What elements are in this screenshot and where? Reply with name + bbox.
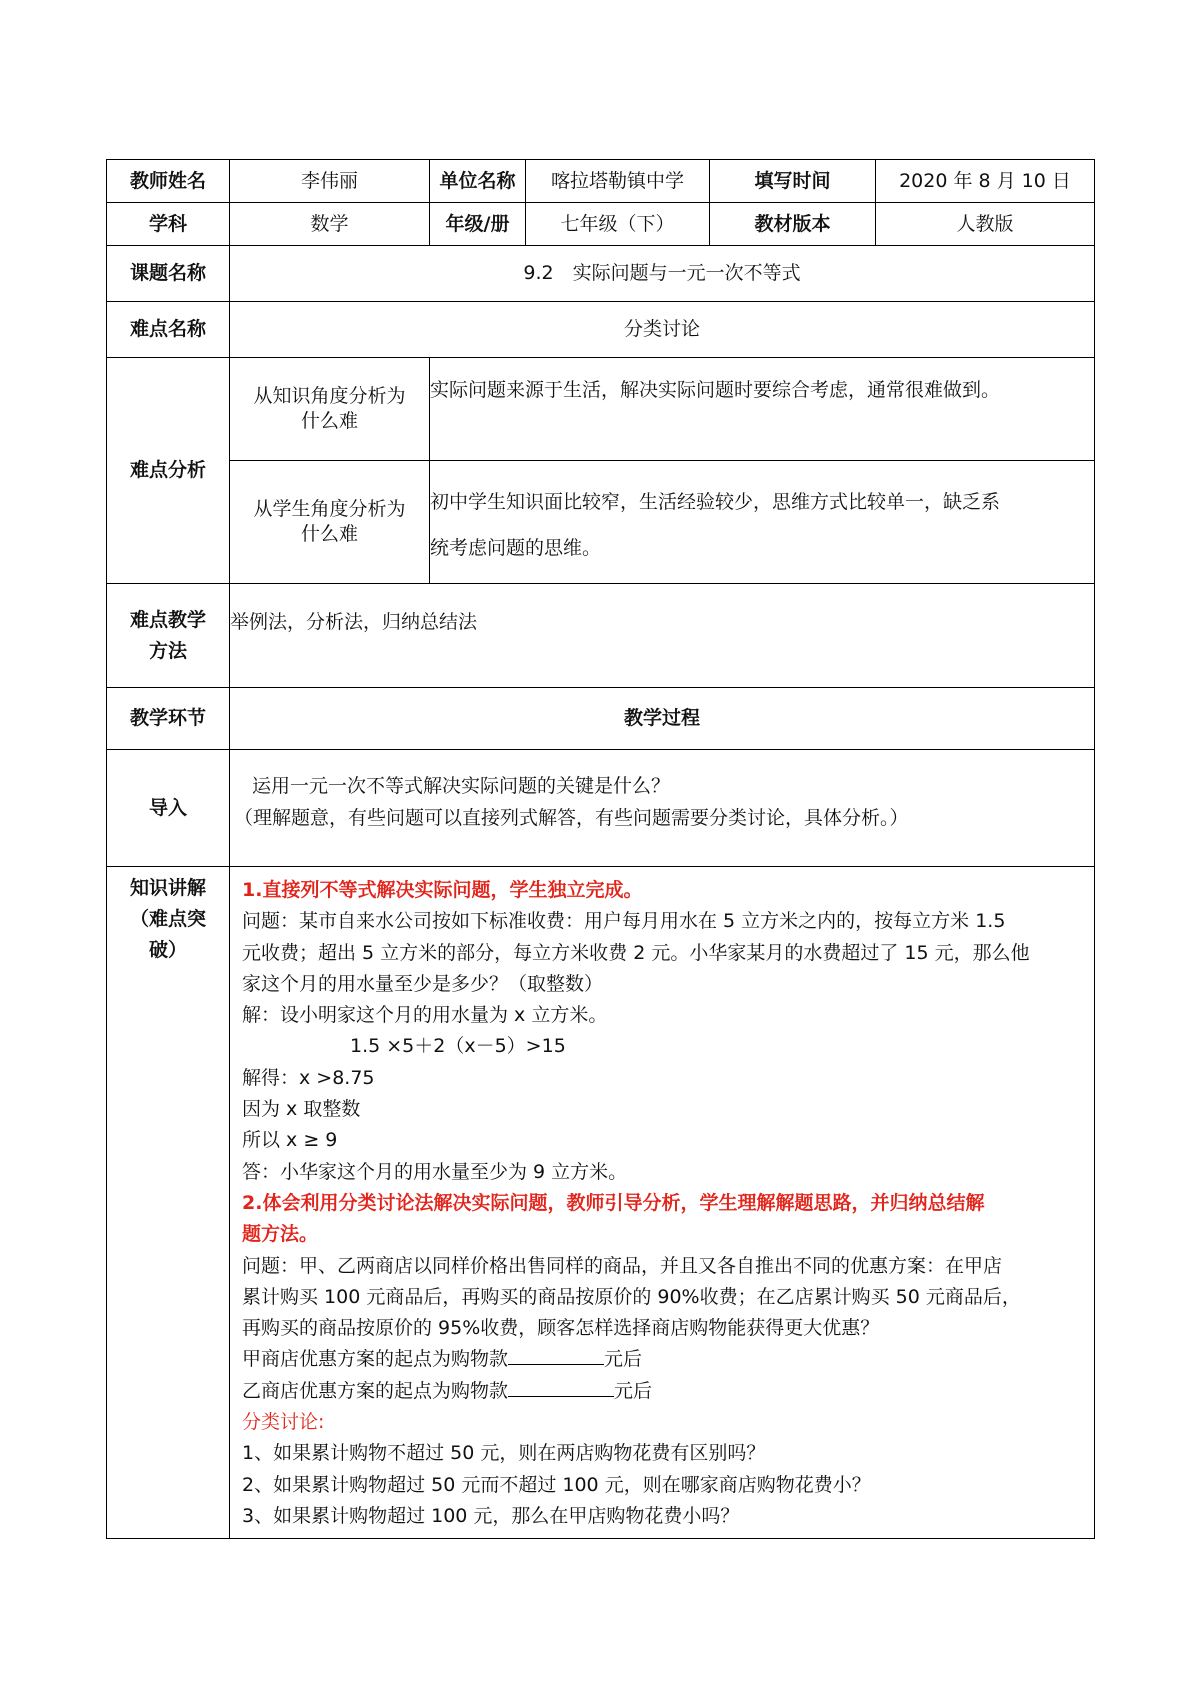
textbook-value: 人教版: [876, 203, 1095, 246]
knowledge-label: [107, 867, 230, 1539]
teacher-label: 教师姓名: [107, 160, 230, 203]
student-angle-line-1: 初中学生知识面比较窄，生活经验较少，思维方式比较单一，缺乏系: [430, 491, 1001, 513]
difficulty-value: 分类讨论: [230, 302, 1095, 358]
intro-answer: （理解题意，有些问题可以直接列式解答，有些问题需要分类讨论，具体分析。）: [234, 807, 909, 829]
inequality-line: 1.5 ×5＋2（x－5）>15: [350, 1035, 566, 1058]
unit-name: 喀拉塔勒镇中学: [526, 160, 710, 203]
student-angle-text: [430, 461, 1095, 584]
problem-1-line-3: 家这个月的用水量至少是多少？（取整数）: [242, 972, 604, 995]
row-analysis-knowledge: [107, 358, 1095, 461]
topic-value: 9.2 实际问题与一元一次不等式: [230, 246, 1095, 302]
fill-blank-1-text: 甲商店优惠方案的起点为购物款: [242, 1348, 509, 1371]
knowledge-label-line-2: （难点突: [129, 908, 206, 930]
row-intro: [107, 750, 1095, 867]
difficulty-label: 难点名称: [107, 302, 230, 358]
answer-blank-1: [508, 1344, 604, 1365]
subject-label: 学科: [107, 203, 230, 246]
process-title: 教学过程: [230, 688, 1095, 750]
solution-line-4: 所以 x ≥ 9: [242, 1129, 338, 1152]
student-angle-label: 从学生角度分析为什么难: [230, 461, 430, 584]
fill-date: 2020 年 8 月 10 日: [876, 160, 1095, 203]
grade-value: 七年级（下）: [526, 203, 710, 246]
subject-value: 数学: [230, 203, 430, 246]
answer-line: 答：小华家这个月的用水量至少为 9 立方米。: [242, 1160, 628, 1183]
knowledge-label-line-3: 破）: [148, 939, 187, 961]
row-process-header: [107, 688, 1095, 750]
discussion-heading: 分类讨论:: [242, 1411, 325, 1434]
fill-blank-2-text: 乙商店优惠方案的起点为购物款: [242, 1379, 509, 1402]
row-knowledge: [107, 867, 1095, 1539]
solution-line-3: 因为 x 取整数: [242, 1098, 361, 1121]
method-label: 难点教学方法: [107, 584, 230, 688]
intro-label: 导入: [107, 750, 230, 867]
knowledge-angle-text: 实际问题来源于生活，解决实际问题时要综合考虑，通常很难做到。: [430, 358, 1095, 461]
fill-blank-1-suffix: 元后: [604, 1348, 643, 1371]
row-header-1: [107, 160, 1095, 203]
section-2-heading-1: 2.体会利用分类讨论法解决实际问题，教师引导分析，学生理解解题思路，并归纳总结解: [242, 1191, 985, 1214]
fill-blank-line-1: [242, 1344, 1084, 1375]
row-method: [107, 584, 1095, 688]
process-label: 教学环节: [107, 688, 230, 750]
row-difficulty: [107, 302, 1095, 358]
row-header-2: [107, 203, 1095, 246]
topic-label: 课题名称: [107, 246, 230, 302]
intro-question: 运用一元一次不等式解决实际问题的关键是什么？: [252, 775, 671, 797]
analysis-label: 难点分析: [107, 358, 230, 584]
student-angle-line-2: 统考虑问题的思维。: [430, 537, 602, 559]
section-1-heading: 1.直接列不等式解决实际问题，学生独立完成。: [242, 879, 643, 901]
teacher-name: 李伟丽: [230, 160, 430, 203]
lesson-plan-table: [106, 159, 1095, 1539]
solution-line-1: 解：设小明家这个月的用水量为 x 立方米。: [242, 1004, 608, 1027]
section-2-heading-2: 题方法。: [242, 1223, 319, 1246]
discussion-item-1: 1、如果累计购物不超过 50 元，则在两店购物花费有区别吗？: [242, 1442, 766, 1465]
problem-1-line-2: 元收费；超出 5 立方米的部分，每立方米收费 2 元。小华家某月的水费超过了 15 元，那么他: [242, 941, 1030, 964]
knowledge-label-line-1: 知识讲解: [129, 877, 206, 899]
problem-1-line-1: 问题：某市自来水公司按如下标准收费：用户每月用水在 5 立方米之内的，按每立方米 1.5: [242, 910, 1006, 933]
textbook-label: 教材版本: [710, 203, 876, 246]
answer-blank-2: [508, 1376, 614, 1397]
date-label: 填写时间: [710, 160, 876, 203]
unit-label: 单位名称: [430, 160, 526, 203]
solution-line-2: 解得：x >8.75: [242, 1066, 375, 1089]
problem-2-line-2: 累计购买 100 元商品后，再购买的商品按原价的 90%收费；在乙店累计购买 50 元商品后，: [242, 1285, 1021, 1308]
row-analysis-student: [107, 461, 1095, 584]
fill-blank-2-suffix: 元后: [614, 1379, 653, 1402]
method-value: 举例法，分析法，归纳总结法: [230, 584, 1095, 688]
discussion-item-3: 3、如果累计购物超过 100 元，那么在甲店购物花费小吗？: [242, 1504, 740, 1527]
fill-blank-line-2: [242, 1376, 1084, 1407]
intro-content: [230, 750, 1095, 867]
knowledge-content: [230, 867, 1095, 1539]
discussion-item-2: 2、如果累计购物超过 50 元而不超过 100 元，则在哪家商店购物花费小？: [242, 1473, 871, 1496]
knowledge-angle-label: 从知识角度分析为什么难: [230, 358, 430, 461]
grade-label: 年级/册: [430, 203, 526, 246]
problem-2-line-1: 问题：甲、乙两商店以同样价格出售同样的商品，并且又各自推出不同的优惠方案：在甲店: [242, 1254, 1003, 1277]
problem-2-line-3: 再购买的商品按原价的 95%收费，顾客怎样选择商店购物能获得更大优惠？: [242, 1317, 880, 1340]
row-topic: [107, 246, 1095, 302]
